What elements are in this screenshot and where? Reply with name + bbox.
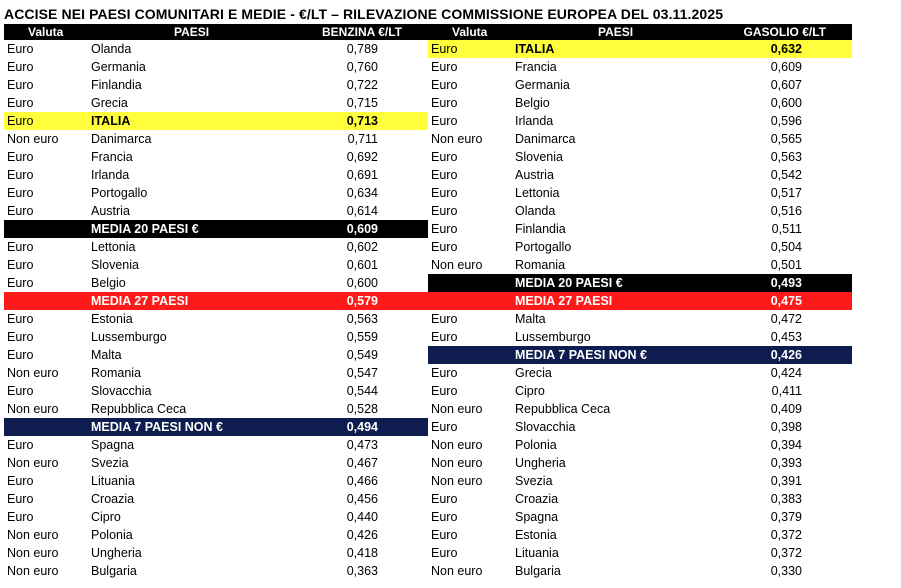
- table-row: [4, 166, 428, 184]
- table-row: [428, 454, 852, 472]
- cell-country: ITALIA: [91, 114, 131, 128]
- cell-value: 0,542: [770, 168, 802, 182]
- header-currency: Valuta: [28, 25, 64, 39]
- cell-currency: Euro: [431, 492, 458, 506]
- cell-country: Lituania: [91, 474, 135, 488]
- table-row: [428, 382, 852, 400]
- cell-currency: Euro: [7, 474, 34, 488]
- average-row: [428, 346, 852, 364]
- cell-country: Bulgaria: [515, 564, 561, 578]
- cell-country: Portogallo: [515, 240, 572, 254]
- table-row: [428, 238, 852, 256]
- highlight-row-italia: [428, 40, 852, 58]
- table-row: [428, 490, 852, 508]
- cell-currency: Non euro: [7, 132, 59, 146]
- cell-country: Portogallo: [91, 186, 148, 200]
- table-row: [4, 364, 428, 382]
- cell-country: Irlanda: [91, 168, 130, 182]
- cell-value: 0,440: [346, 510, 378, 524]
- average-row: [4, 220, 428, 238]
- table-row: [4, 148, 428, 166]
- cell-value: 0,722: [346, 78, 378, 92]
- cell-country: MEDIA 27 PAESI: [91, 294, 189, 308]
- cell-value: 0,330: [770, 564, 802, 578]
- cell-value: 0,634: [346, 186, 378, 200]
- cell-country: Danimarca: [91, 132, 152, 146]
- table-row: [428, 508, 852, 526]
- cell-country: ITALIA: [515, 42, 555, 56]
- cell-value: 0,614: [346, 204, 378, 218]
- cell-value: 0,596: [770, 114, 802, 128]
- cell-value: 0,511: [771, 222, 802, 236]
- cell-value: 0,602: [346, 240, 378, 254]
- table-row: [4, 130, 428, 148]
- cell-currency: Non euro: [431, 438, 483, 452]
- table-row: [4, 400, 428, 418]
- table-row: [428, 544, 852, 562]
- cell-country: Polonia: [515, 438, 557, 452]
- cell-value: 0,411: [771, 384, 802, 398]
- cell-currency: Euro: [7, 42, 34, 56]
- table-row: [428, 148, 852, 166]
- cell-country: Lituania: [515, 546, 559, 560]
- cell-value: 0,391: [770, 474, 802, 488]
- cell-currency: Non euro: [7, 528, 59, 542]
- cell-value: 0,393: [770, 456, 802, 470]
- cell-country: Francia: [515, 60, 557, 74]
- cell-value: 0,363: [346, 564, 378, 578]
- cell-currency: Non euro: [7, 546, 59, 560]
- cell-currency: Euro: [431, 222, 458, 236]
- cell-country: Spagna: [91, 438, 135, 452]
- cell-value: 0,379: [770, 510, 802, 524]
- table-row: [428, 328, 852, 346]
- cell-value: 0,398: [770, 420, 802, 434]
- cell-country: Romania: [91, 366, 142, 380]
- cell-country: Germania: [91, 60, 146, 74]
- cell-country: Grecia: [515, 366, 552, 380]
- cell-country: Finlandia: [515, 222, 566, 236]
- cell-currency: Euro: [431, 366, 458, 380]
- cell-value: 0,418: [346, 546, 378, 560]
- cell-value: 0,493: [770, 276, 802, 290]
- cell-currency: Euro: [7, 78, 34, 92]
- cell-currency: Euro: [7, 258, 34, 272]
- cell-country: Germania: [515, 78, 570, 92]
- table-header: [428, 24, 852, 40]
- table-row: [428, 202, 852, 220]
- cell-value: 0,711: [347, 132, 378, 146]
- cell-country: Finlandia: [91, 78, 142, 92]
- cell-country: Slovenia: [515, 150, 563, 164]
- cell-currency: Euro: [431, 168, 458, 182]
- table-row: [428, 58, 852, 76]
- cell-country: Danimarca: [515, 132, 576, 146]
- cell-currency: Non euro: [7, 564, 59, 578]
- cell-value: 0,691: [346, 168, 378, 182]
- cell-country: Olanda: [515, 204, 556, 218]
- cell-value: 0,692: [346, 150, 378, 164]
- cell-value: 0,609: [346, 222, 378, 236]
- cell-value: 0,504: [770, 240, 802, 254]
- cell-value: 0,473: [346, 438, 378, 452]
- cell-country: Svezia: [91, 456, 129, 470]
- header-value: GASOLIO €/LT: [743, 25, 826, 39]
- cell-country: Romania: [515, 258, 566, 272]
- cell-value: 0,760: [346, 60, 378, 74]
- cell-country: Grecia: [91, 96, 128, 110]
- cell-currency: Euro: [431, 240, 458, 254]
- cell-currency: Euro: [7, 438, 34, 452]
- cell-value: 0,600: [346, 276, 378, 290]
- table-row: [4, 454, 428, 472]
- cell-country: Francia: [91, 150, 133, 164]
- table-row: [428, 364, 852, 382]
- table-row: [4, 472, 428, 490]
- table-row: [4, 508, 428, 526]
- cell-country: Olanda: [91, 42, 132, 56]
- cell-country: Svezia: [515, 474, 553, 488]
- cell-currency: Euro: [7, 204, 34, 218]
- cell-country: Spagna: [515, 510, 559, 524]
- cell-currency: Euro: [7, 186, 34, 200]
- table-row: [428, 184, 852, 202]
- cell-country: Croazia: [515, 492, 559, 506]
- cell-country: Bulgaria: [91, 564, 137, 578]
- cell-value: 0,494: [346, 420, 378, 434]
- table-row: [4, 490, 428, 508]
- cell-currency: Non euro: [7, 402, 59, 416]
- table-row: [428, 112, 852, 130]
- page-title: ACCISE NEI PAESI COMUNITARI E MEDIE - €/LT – RILEVAZIONE COMMISSIONE EUROPEA DEL 03.11.2025: [4, 6, 724, 22]
- cell-value: 0,547: [346, 366, 378, 380]
- cell-country: Malta: [515, 312, 546, 326]
- highlight-row-italia: [4, 112, 428, 130]
- cell-currency: Euro: [7, 96, 34, 110]
- cell-value: 0,579: [346, 294, 378, 308]
- cell-value: 0,453: [770, 330, 802, 344]
- table-row: [4, 382, 428, 400]
- cell-country: Polonia: [91, 528, 133, 542]
- average-row: [428, 292, 852, 310]
- cell-value: 0,426: [346, 528, 378, 542]
- table-row: [4, 58, 428, 76]
- cell-country: Cipro: [515, 384, 545, 398]
- cell-currency: Non euro: [431, 402, 483, 416]
- cell-currency: Euro: [7, 510, 34, 524]
- cell-country: Irlanda: [515, 114, 554, 128]
- cell-country: Slovacchia: [515, 420, 576, 434]
- table-row: [4, 544, 428, 562]
- cell-value: 0,409: [770, 402, 802, 416]
- header-country: PAESI: [174, 25, 210, 39]
- cell-country: Lettonia: [515, 186, 560, 200]
- cell-value: 0,372: [770, 546, 802, 560]
- cell-value: 0,715: [346, 96, 378, 110]
- cell-country: Estonia: [91, 312, 133, 326]
- cell-country: Lussemburgo: [91, 330, 167, 344]
- cell-value: 0,528: [346, 402, 378, 416]
- cell-currency: Non euro: [7, 456, 59, 470]
- cell-value: 0,467: [346, 456, 378, 470]
- cell-country: MEDIA 20 PAESI €: [515, 276, 623, 290]
- table-row: [4, 238, 428, 256]
- cell-value: 0,466: [346, 474, 378, 488]
- cell-value: 0,607: [770, 78, 802, 92]
- cell-currency: Euro: [7, 168, 34, 182]
- cell-currency: Euro: [7, 240, 34, 254]
- cell-value: 0,456: [346, 492, 378, 506]
- cell-country: Lettonia: [91, 240, 136, 254]
- cell-value: 0,601: [346, 258, 378, 272]
- cell-country: MEDIA 20 PAESI €: [91, 222, 199, 236]
- cell-country: Slovacchia: [91, 384, 152, 398]
- table-row: [428, 562, 852, 580]
- table-row: [4, 40, 428, 58]
- cell-value: 0,559: [346, 330, 378, 344]
- table-row: [428, 94, 852, 112]
- cell-currency: Euro: [431, 510, 458, 524]
- cell-currency: Euro: [431, 384, 458, 398]
- cell-currency: Euro: [7, 312, 34, 326]
- cell-value: 0,609: [770, 60, 802, 74]
- cell-currency: Euro: [431, 528, 458, 542]
- cell-currency: Euro: [7, 384, 34, 398]
- cell-currency: Euro: [431, 96, 458, 110]
- average-row: [4, 292, 428, 310]
- table-header: [4, 24, 428, 40]
- cell-value: 0,600: [770, 96, 802, 110]
- header-value: BENZINA €/LT: [322, 25, 402, 39]
- table-row: [4, 328, 428, 346]
- table-row: [4, 526, 428, 544]
- cell-country: Repubblica Ceca: [515, 402, 611, 416]
- cell-country: Belgio: [515, 96, 550, 110]
- table-row: [4, 562, 428, 580]
- table-row: [4, 202, 428, 220]
- cell-currency: Euro: [431, 186, 458, 200]
- cell-currency: Euro: [7, 492, 34, 506]
- cell-currency: Euro: [431, 546, 458, 560]
- cell-country: Austria: [515, 168, 554, 182]
- table-row: [428, 418, 852, 436]
- cell-currency: Euro: [7, 114, 34, 128]
- cell-value: 0,713: [346, 114, 378, 128]
- benzina-table: [4, 24, 428, 580]
- cell-country: Repubblica Ceca: [91, 402, 187, 416]
- table-row: [428, 130, 852, 148]
- table-row: [4, 256, 428, 274]
- cell-currency: Euro: [431, 60, 458, 74]
- cell-value: 0,789: [346, 42, 378, 56]
- table-row: [4, 436, 428, 454]
- cell-country: MEDIA 7 PAESI NON €: [515, 348, 647, 362]
- average-row: [4, 418, 428, 436]
- cell-value: 0,517: [770, 186, 802, 200]
- cell-value: 0,632: [770, 42, 802, 56]
- table-row: [428, 256, 852, 274]
- cell-country: Slovenia: [91, 258, 139, 272]
- cell-value: 0,472: [770, 312, 802, 326]
- cell-currency: Euro: [7, 276, 34, 290]
- cell-country: MEDIA 7 PAESI NON €: [91, 420, 223, 434]
- gasolio-table: [428, 24, 852, 580]
- cell-currency: Euro: [7, 330, 34, 344]
- cell-currency: Non euro: [7, 366, 59, 380]
- table-row: [428, 166, 852, 184]
- cell-value: 0,383: [770, 492, 802, 506]
- cell-value: 0,565: [770, 132, 802, 146]
- cell-value: 0,394: [770, 438, 802, 452]
- cell-country: Ungheria: [515, 456, 566, 470]
- cell-value: 0,563: [346, 312, 378, 326]
- cell-currency: Non euro: [431, 474, 483, 488]
- table-row: [4, 274, 428, 292]
- cell-country: MEDIA 27 PAESI: [515, 294, 613, 308]
- cell-country: Lussemburgo: [515, 330, 591, 344]
- cell-currency: Non euro: [431, 564, 483, 578]
- table-row: [4, 310, 428, 328]
- table-row: [428, 220, 852, 238]
- cell-currency: Euro: [431, 420, 458, 434]
- header-country: PAESI: [598, 25, 634, 39]
- cell-country: Belgio: [91, 276, 126, 290]
- cell-currency: Euro: [431, 204, 458, 218]
- table-row: [4, 76, 428, 94]
- cell-currency: Euro: [431, 114, 458, 128]
- cell-value: 0,426: [770, 348, 802, 362]
- table-body: [4, 40, 428, 580]
- table-row: [4, 184, 428, 202]
- cell-value: 0,501: [770, 258, 802, 272]
- cell-country: Croazia: [91, 492, 135, 506]
- cell-value: 0,563: [770, 150, 802, 164]
- table-row: [4, 94, 428, 112]
- average-row: [428, 274, 852, 292]
- cell-value: 0,549: [346, 348, 378, 362]
- cell-country: Ungheria: [91, 546, 142, 560]
- cell-value: 0,372: [770, 528, 802, 542]
- cell-value: 0,516: [770, 204, 802, 218]
- cell-currency: Euro: [431, 42, 458, 56]
- table-row: [428, 436, 852, 454]
- cell-currency: Euro: [7, 348, 34, 362]
- table-body: [428, 40, 852, 580]
- table-row: [4, 346, 428, 364]
- cell-currency: Euro: [7, 60, 34, 74]
- cell-currency: Non euro: [431, 456, 483, 470]
- cell-country: Austria: [91, 204, 130, 218]
- cell-value: 0,475: [770, 294, 802, 308]
- table-row: [428, 310, 852, 328]
- table-row: [428, 76, 852, 94]
- cell-currency: Non euro: [431, 258, 483, 272]
- cell-country: Malta: [91, 348, 122, 362]
- cell-country: Estonia: [515, 528, 557, 542]
- cell-value: 0,424: [770, 366, 802, 380]
- cell-currency: Euro: [431, 150, 458, 164]
- table-row: [428, 526, 852, 544]
- cell-currency: Euro: [7, 150, 34, 164]
- cell-currency: Non euro: [431, 132, 483, 146]
- cell-currency: Euro: [431, 312, 458, 326]
- cell-currency: Euro: [431, 330, 458, 344]
- cell-value: 0,544: [346, 384, 378, 398]
- cell-currency: Euro: [431, 78, 458, 92]
- header-currency: Valuta: [452, 25, 488, 39]
- table-row: [428, 400, 852, 418]
- cell-country: Cipro: [91, 510, 121, 524]
- table-row: [428, 472, 852, 490]
